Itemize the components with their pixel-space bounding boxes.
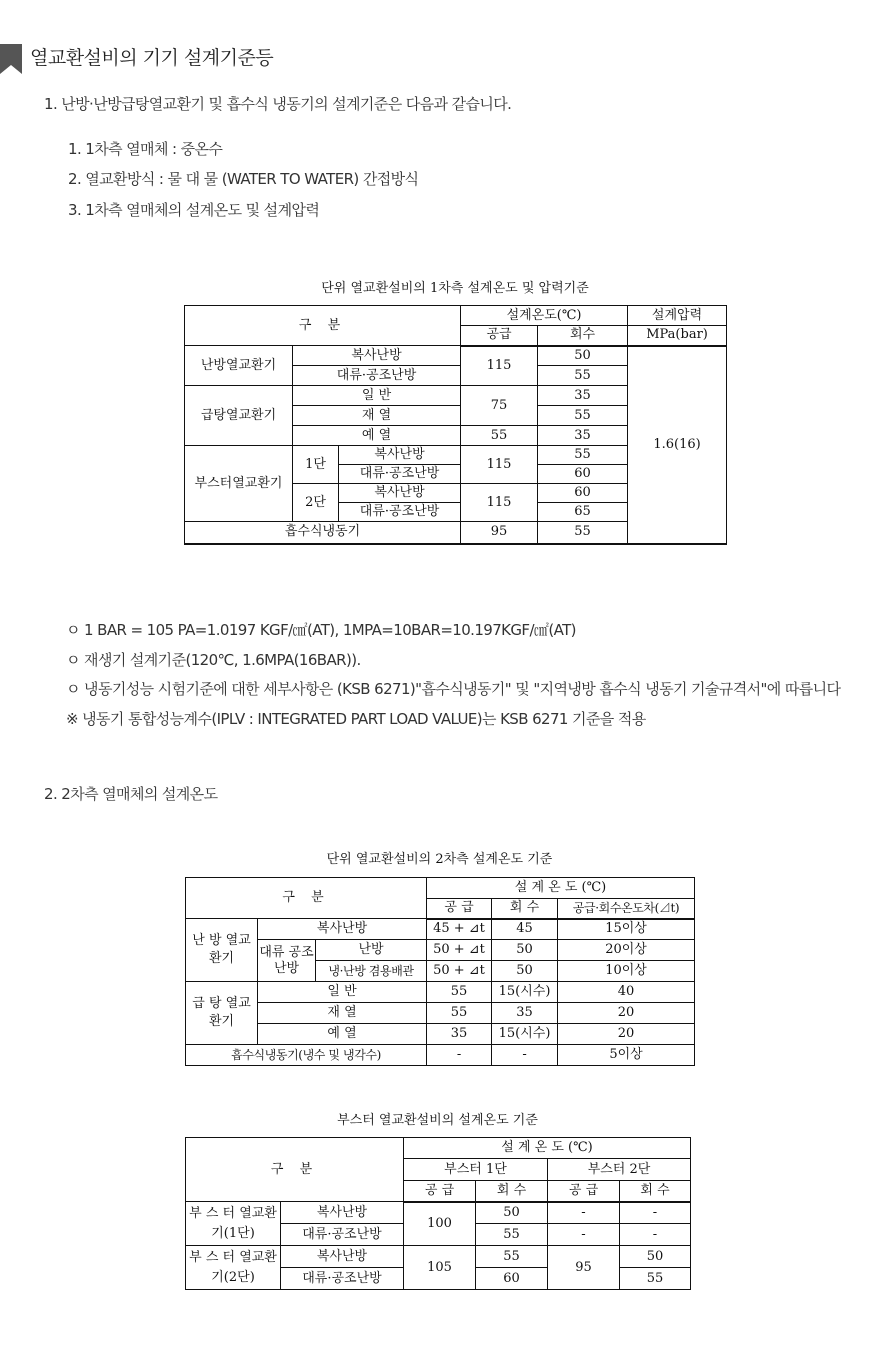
t1-header-unit: MPa(bar) xyxy=(628,326,727,346)
t1-stage-1: 1단 xyxy=(293,446,339,484)
t1-cell-return: 35 xyxy=(538,426,628,446)
section1-item-3: 3. 1차측 열매체의 설계온도 및 설계압력 xyxy=(68,201,320,219)
t3-booster2-group: 부 스 터 열교환기(2단) xyxy=(186,1246,281,1290)
t1-booster-group: 부스터열교환기 xyxy=(185,446,293,522)
t1-cell-supply: 115 xyxy=(461,346,538,386)
t3-cell-return: - xyxy=(620,1202,691,1224)
t3-header-temp: 설 계 온 도 (℃) xyxy=(404,1138,691,1159)
t1-row-label: 대류·공조난방 xyxy=(339,503,461,522)
note-3: ㅇ 냉동기성능 시험기준에 대한 세부사항은 (KSB 6271)"흡수식냉동기" 및 "지역냉방 흡수식 냉동기 기술규격서"에 따릅니다 xyxy=(66,680,841,698)
t2-header-diff: 공급·회수온도차(⊿t) xyxy=(558,899,695,919)
t3-cell-supply: - xyxy=(548,1202,620,1224)
t2-cell-diff: 10이상 xyxy=(558,961,695,982)
table3-caption: 부스터 열교환설비의 설계온도 기준 xyxy=(337,1113,538,1128)
t3-header-supply: 공 급 xyxy=(548,1181,620,1202)
t1-cell-return: 50 xyxy=(538,346,628,366)
t2-cell-return: 50 xyxy=(492,940,558,961)
t3-row-label: 복사난방 xyxy=(281,1246,404,1268)
t2-cell-diff: 20이상 xyxy=(558,940,695,961)
t2-absorption-label: 흡수식냉동기(냉수 및 냉각수) xyxy=(186,1045,427,1066)
t3-row-label: 대류·공조난방 xyxy=(281,1224,404,1246)
t3-cell-supply: 105 xyxy=(404,1246,476,1290)
table1 xyxy=(184,305,727,545)
t2-cell-supply: - xyxy=(427,1045,492,1066)
t2-header-return: 회 수 xyxy=(492,899,558,919)
note-4: ※ 냉동기 통합성능계수(IPLV : INTEGRATED PART LOAD VALUE)는 KSB 6271 기준을 적용 xyxy=(66,710,646,728)
t2-convection-label: 대류 공조난방 xyxy=(258,940,316,982)
t1-cell-supply: 115 xyxy=(461,484,538,522)
t2-cell-return: 15(시수) xyxy=(492,982,558,1003)
t2-cell-diff: 5이상 xyxy=(558,1045,695,1066)
t2-cell-supply: 45 + ⊿t xyxy=(427,919,492,940)
t1-cell-return: 60 xyxy=(538,465,628,484)
t2-cell-return: 45 xyxy=(492,919,558,940)
t1-cell-supply: 115 xyxy=(461,446,538,484)
t2-cell-return: - xyxy=(492,1045,558,1066)
t1-row-label: 예 열 xyxy=(293,426,461,446)
t2-row-label: 재 열 xyxy=(258,1003,427,1024)
page-title: 열교환설비의 기기 설계기준등 xyxy=(30,47,274,69)
table1-caption: 단위 열교환설비의 1차측 설계온도 및 압력기준 xyxy=(321,281,589,296)
t2-hotwater-group: 급 탕 열교환기 xyxy=(186,982,258,1045)
t1-header-temp: 설계온도(℃) xyxy=(461,306,628,326)
t3-cell-supply: - xyxy=(548,1224,620,1246)
t1-header-pressure: 설계압력 xyxy=(628,306,727,326)
t3-header-return: 회 수 xyxy=(476,1181,548,1202)
t2-header-category: 구 분 xyxy=(186,878,427,919)
t3-header-supply: 공 급 xyxy=(404,1181,476,1202)
t2-cell-diff: 40 xyxy=(558,982,695,1003)
t1-header-category: 구 분 xyxy=(185,306,461,346)
t2-row-label: 예 열 xyxy=(258,1024,427,1045)
t3-cell-return: 50 xyxy=(476,1202,548,1224)
t1-row-label: 재 열 xyxy=(293,406,461,426)
t1-stage-2: 2단 xyxy=(293,484,339,522)
t2-header-temp: 설 계 온 도 (℃) xyxy=(427,878,695,899)
t3-row-label: 복사난방 xyxy=(281,1202,404,1224)
t2-header-supply: 공 급 xyxy=(427,899,492,919)
t1-cell-return: 55 xyxy=(538,446,628,465)
section1-item-1: 1. 1차측 열매체 : 중온수 xyxy=(68,140,223,158)
t1-cell-return: 35 xyxy=(538,386,628,406)
t2-row-label: 냉·난방 겸용배관 xyxy=(316,961,427,982)
t1-header-supply: 공급 xyxy=(461,326,538,346)
t3-booster1-group: 부 스 터 열교환기(1단) xyxy=(186,1202,281,1246)
t2-heating-group: 난 방 열교환기 xyxy=(186,919,258,982)
t2-row-label: 일 반 xyxy=(258,982,427,1003)
t3-row-label: 대류·공조난방 xyxy=(281,1268,404,1290)
t1-cell-supply: 95 xyxy=(461,522,538,544)
t3-cell-return: - xyxy=(620,1224,691,1246)
t2-cell-return: 50 xyxy=(492,961,558,982)
t1-pressure-value: 1.6(16) xyxy=(628,346,727,544)
t3-cell-return: 55 xyxy=(476,1224,548,1246)
t1-cell-return: 55 xyxy=(538,366,628,386)
title-bookmark-icon xyxy=(0,44,22,74)
t2-cell-diff: 20 xyxy=(558,1003,695,1024)
section2-heading: 2. 2차측 열매체의 설계온도 xyxy=(44,785,218,803)
table3 xyxy=(185,1137,691,1290)
t2-cell-return: 35 xyxy=(492,1003,558,1024)
t2-row-label: 난방 xyxy=(316,940,427,961)
t3-header-stage2: 부스터 2단 xyxy=(548,1159,691,1181)
t1-row-label: 복사난방 xyxy=(339,446,461,465)
t1-hotwater-group: 급탕열교환기 xyxy=(185,386,293,446)
t1-row-label: 일 반 xyxy=(293,386,461,406)
t1-row-label: 대류·공조난방 xyxy=(339,465,461,484)
t2-row-label: 복사난방 xyxy=(258,919,427,940)
t2-cell-diff: 20 xyxy=(558,1024,695,1045)
t2-cell-supply: 55 xyxy=(427,1003,492,1024)
t1-cell-return: 60 xyxy=(538,484,628,503)
t1-absorption-label: 흡수식냉동기 xyxy=(185,522,461,544)
t1-heating-group: 난방열교환기 xyxy=(185,346,293,386)
t1-cell-return: 55 xyxy=(538,522,628,544)
t1-cell-return: 55 xyxy=(538,406,628,426)
t1-cell-supply: 75 xyxy=(461,386,538,426)
t3-cell-return: 55 xyxy=(620,1268,691,1290)
t2-cell-diff: 15이상 xyxy=(558,919,695,940)
t3-cell-supply: 100 xyxy=(404,1202,476,1246)
t1-header-return: 회수 xyxy=(538,326,628,346)
t2-cell-supply: 55 xyxy=(427,982,492,1003)
t1-row-label: 대류·공조난방 xyxy=(293,366,461,386)
t1-cell-return: 65 xyxy=(538,503,628,522)
t1-cell-supply: 55 xyxy=(461,426,538,446)
t2-cell-supply: 50 + ⊿t xyxy=(427,961,492,982)
note-1: ㅇ 1 BAR = 105 PA=1.0197 KGF/㎠(AT), 1MPA=10BAR=10.197KGF/㎠(AT) xyxy=(66,621,576,639)
t1-row-label: 복사난방 xyxy=(293,346,461,366)
t3-cell-return: 60 xyxy=(476,1268,548,1290)
t3-header-category: 구 분 xyxy=(186,1138,404,1202)
note-2: ㅇ 재생기 설계기준(120℃, 1.6MPA(16BAR)). xyxy=(66,651,361,669)
t2-cell-supply: 50 + ⊿t xyxy=(427,940,492,961)
t3-cell-supply: 95 xyxy=(548,1246,620,1290)
t3-header-return: 회 수 xyxy=(620,1181,691,1202)
section1-item-2: 2. 열교환방식 : 물 대 물 (WATER TO WATER) 간접방식 xyxy=(68,170,419,188)
table2-caption: 단위 열교환설비의 2차측 설계온도 기준 xyxy=(326,852,553,867)
t1-row-label: 복사난방 xyxy=(339,484,461,503)
t2-cell-supply: 35 xyxy=(427,1024,492,1045)
t2-cell-return: 15(시수) xyxy=(492,1024,558,1045)
table2 xyxy=(185,877,695,1066)
t3-cell-return: 50 xyxy=(620,1246,691,1268)
t3-cell-return: 55 xyxy=(476,1246,548,1268)
t3-header-stage1: 부스터 1단 xyxy=(404,1159,548,1181)
section1-heading: 1. 난방·난방급탕열교환기 및 흡수식 냉동기의 설계기준은 다음과 같습니다. xyxy=(44,95,512,113)
